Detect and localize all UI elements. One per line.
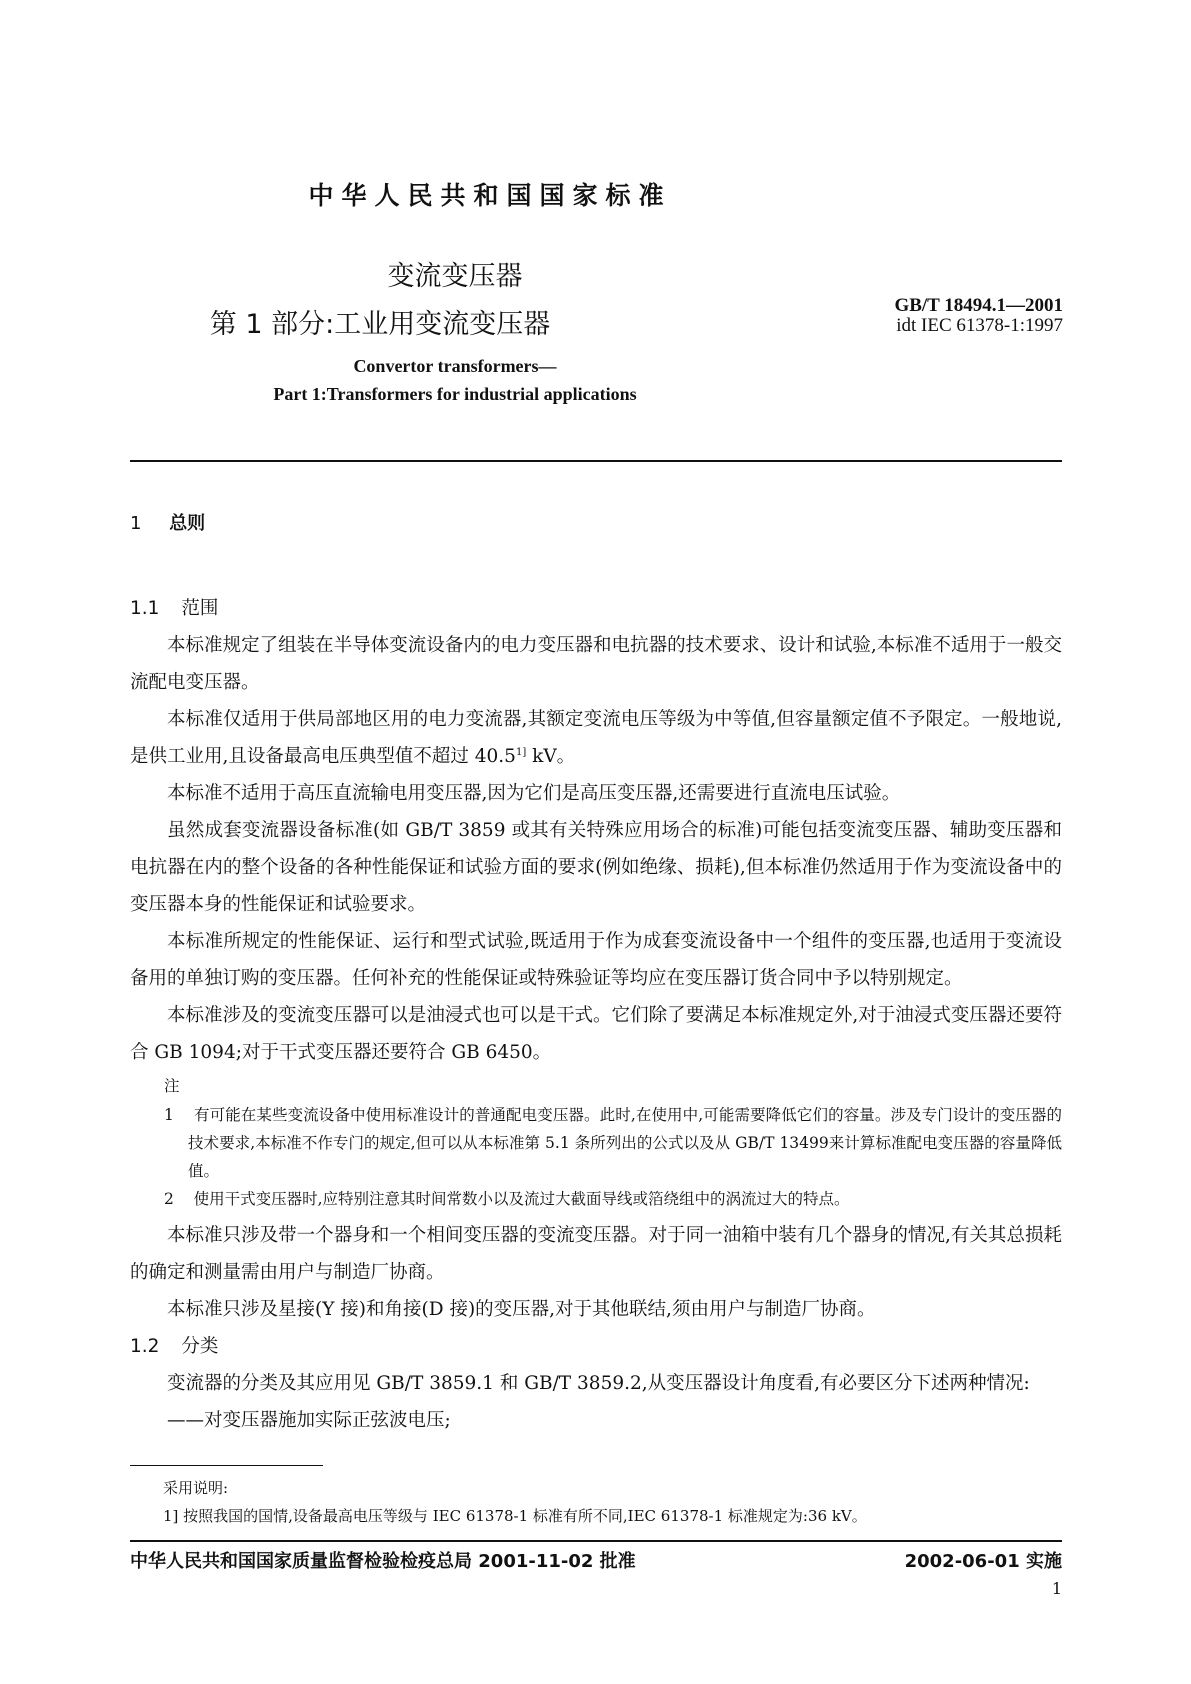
section-1-heading: [130, 509, 205, 535]
subsection-title: 分类: [181, 1336, 219, 1357]
national-standard-heading: 中华人民共和国国家标准: [308, 181, 672, 210]
paragraph: 本标准所规定的性能保证、运行和型式试验,既适用于作为成套变流设备中一个组件的变压器,也适用于变流设备用的单独订购的变压器。任何补充的性能保证或特殊验证等均应在变压器订货合同中予以特别规定。: [130, 931, 1062, 989]
header-divider: [130, 460, 1062, 462]
subsection-title: 范围: [181, 598, 219, 619]
paragraph: 本标准规定了组装在半导体变流设备内的电力变压器和电抗器的技术要求、设计和试验,本标准不适用于一般交流配电变压器。: [130, 635, 1062, 693]
note-item: [130, 1185, 1062, 1213]
subsection-number: 1.1: [130, 598, 160, 619]
subsection-1-2-heading: [130, 1328, 1062, 1365]
footer-row: [130, 1550, 1062, 1574]
idt-reference: [894, 316, 1063, 336]
paragraph-text: 本标准仅适用于供局部地区用的电力变流器,其额定变流电压等级为中等值,但容量额定值不予限定。一般地说,是供工业用,且设备最高电压典型值不超过 40.5: [130, 709, 1062, 767]
footnote-divider: [130, 1465, 323, 1466]
paragraph: [130, 701, 1062, 775]
paragraph: 本标准只涉及带一个器身和一个相间变压器的变流变压器。对于同一油箱中装有几个器身的情况,有关其总损耗的确定和测量需由用户与制造厂协商。: [130, 1225, 1062, 1283]
english-title-1: Convertor transformers—: [353, 356, 557, 376]
note-text: 有可能在某些变流设备中使用标准设计的普通配电变压器。此时,在使用中,可能需要降低它们的容量。涉及专门设计的变压器的技术要求,本标准不作专门的规定,但可以从本标准第 5.1 条所列出的公式以及从 GB/T 13499来计算标准配电变压器的容量降低值。: [188, 1106, 1063, 1180]
paragraph: 本标准只涉及星接(Y 接)和角接(D 接)的变压器,对于其他联结,须由用户与制造厂协商。: [167, 1299, 876, 1320]
effective-date: 2002-06-01 实施: [904, 1551, 1062, 1572]
section-number: 1: [130, 513, 142, 534]
subsection-1-1-heading: [130, 590, 1062, 627]
note-number: 2: [164, 1190, 174, 1208]
note-number: 1: [164, 1106, 174, 1124]
footer-divider: [130, 1540, 1062, 1542]
footnote-label: 采用说明:: [163, 1479, 229, 1497]
title-line-1: 变流变压器: [387, 261, 523, 292]
idt-text: idt IEC 61378-1:1997: [896, 315, 1063, 336]
subsection-number: 1.2: [130, 1336, 160, 1357]
notes-label: 注: [164, 1077, 180, 1095]
approval-text: 中华人民共和国国家质量监督检验检疫总局 2001-11-02 批准: [130, 1551, 636, 1572]
standard-number: GB/T 18494.1—2001: [894, 295, 1063, 316]
english-title-2: Part 1:Transformers for industrial applications: [273, 384, 637, 404]
note-item: [130, 1101, 1062, 1185]
standard-code: [894, 296, 1063, 336]
note-text: 使用干式变压器时,应特别注意其时间常数小以及流过大截面导线或箔绕组中的涡流过大的特点。: [193, 1190, 850, 1208]
page-number: 1: [1051, 1579, 1062, 1598]
section-title: 总则: [169, 513, 206, 534]
paragraph: 本标准涉及的变流变压器可以是油浸式也可以是干式。它们除了要满足本标准规定外,对于油浸式变压器还要符合 GB 1094;对于干式变压器还要符合 GB 6450。: [130, 1005, 1062, 1063]
footnote-ref[interactable]: 1]: [515, 746, 527, 758]
paragraph-text: kV。: [526, 746, 576, 767]
page-flow: [130, 590, 1062, 1600]
paragraph: 本标准不适用于高压直流输电用变压器,因为它们是高压变压器,还需要进行直流电压试验。: [167, 783, 901, 804]
list-item: ——对变压器施加实际正弦波电压;: [167, 1410, 451, 1431]
title-line-2: 第 1 部分:工业用变流变压器: [209, 309, 551, 340]
paragraph: 虽然成套变流器设备标准(如 GB/T 3859 或其有关特殊应用场合的标准)可能包括变流变压器、辅助变压器和电抗器在内的整个设备的各种性能保证和试验方面的要求(例如绝缘、损耗),但本标准仍然适用于作为变流设备中的变压器本身的性能保证和试验要求。: [130, 820, 1062, 915]
paragraph: 变流器的分类及其应用见 GB/T 3859.1 和 GB/T 3859.2,从变压器设计角度看,有必要区分下述两种情况:: [167, 1373, 1030, 1394]
document-body: [130, 590, 1062, 1439]
footnote-text: 1] 按照我国的国情,设备最高电压等级与 IEC 61378-1 标准有所不同,IEC 61378-1 标准规定为:36 kV。: [163, 1507, 867, 1525]
